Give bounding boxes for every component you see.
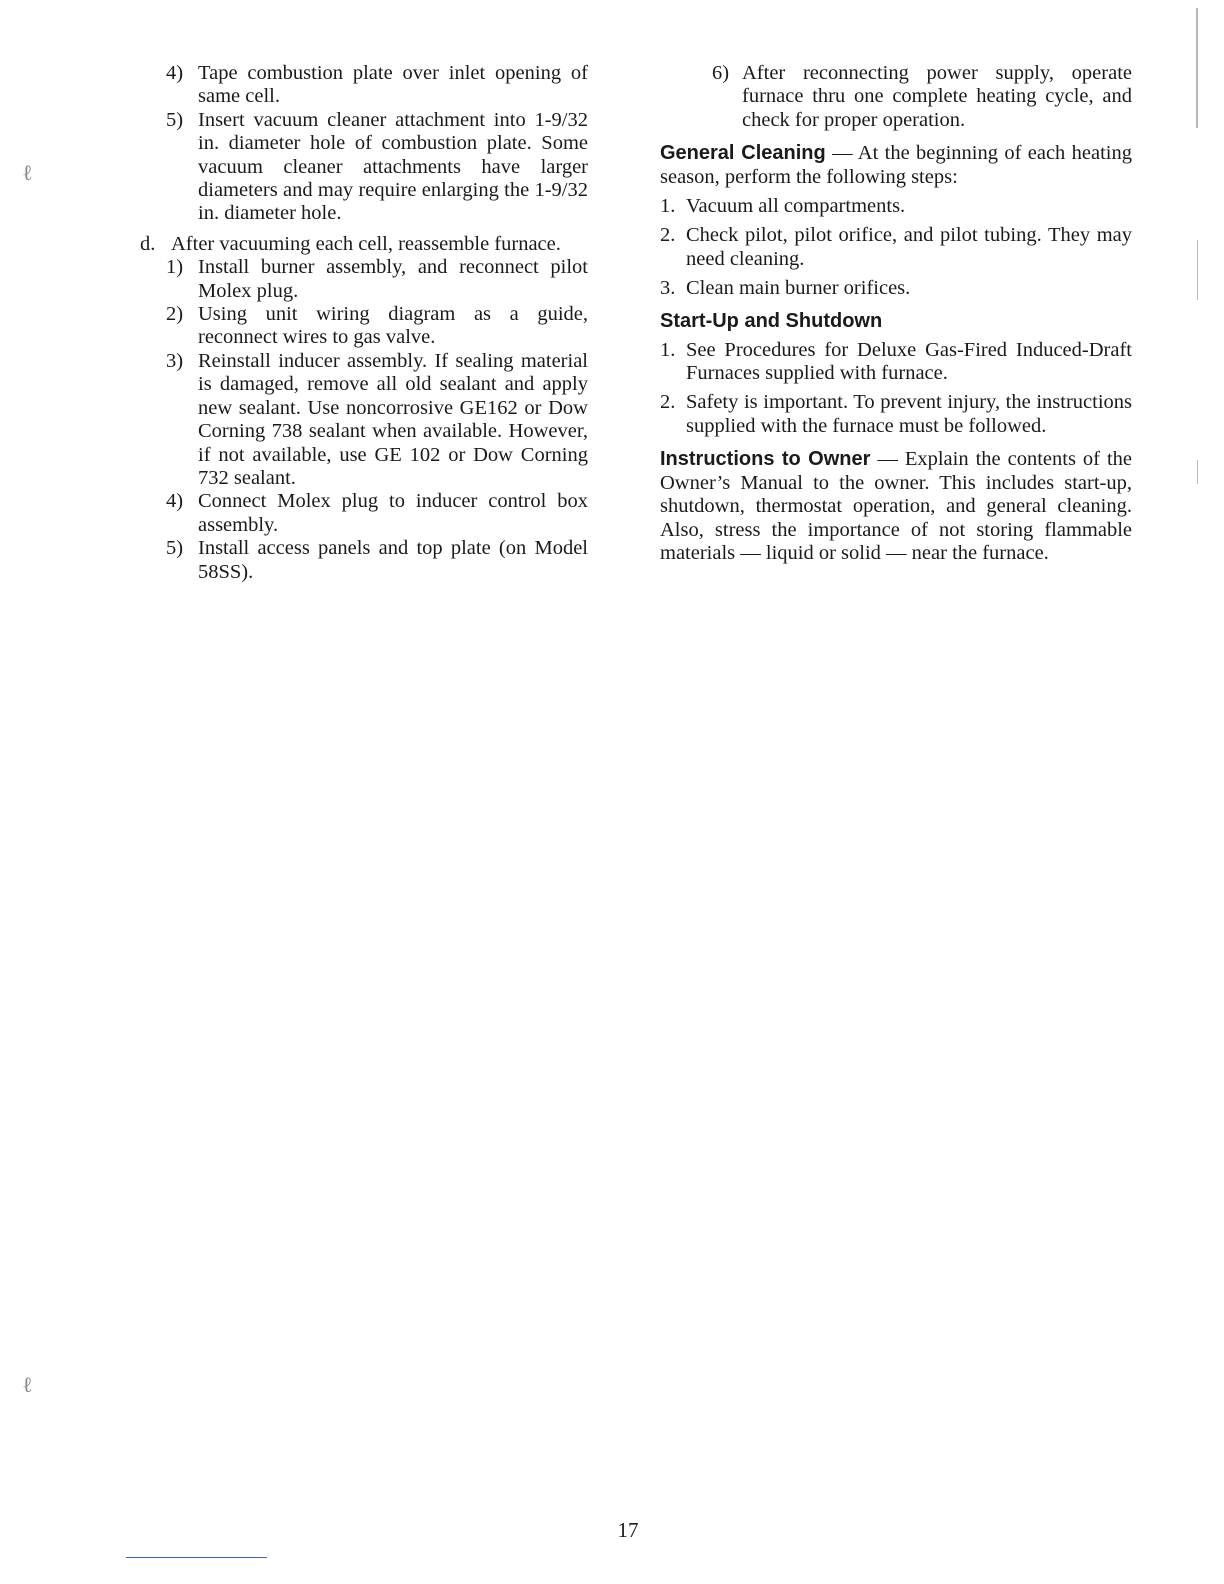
binding-mark-icon: ℓ — [22, 160, 33, 185]
step-c-item-5 — [166, 109, 588, 226]
scan-edge-line — [1197, 460, 1198, 484]
step-d — [140, 233, 588, 256]
binding-mark-icon: ℓ — [22, 1372, 33, 1397]
step-d-item-2 — [166, 303, 588, 350]
page-number: 17 — [617, 1518, 639, 1542]
step-number: 2. — [660, 391, 676, 414]
right-column — [660, 62, 1132, 565]
step-item-6 — [712, 62, 1132, 132]
step-text: Vacuum all compartments. — [686, 195, 906, 218]
general-cleaning-intro: — At the beginning of each heating season, perform the following steps: — [660, 142, 1132, 188]
item-text: Install burner assembly, and reconnect pilot Molex plug. — [198, 256, 588, 302]
item-number: 5) — [166, 537, 184, 560]
step-d-item-5 — [166, 537, 588, 584]
general-cleaning-step-1 — [660, 195, 1132, 218]
step-letter: d. — [140, 232, 156, 255]
general-cleaning-heading: General Cleaning — [660, 142, 826, 165]
item-number: 4) — [166, 62, 184, 84]
startup-shutdown-heading: Start-Up and Shutdown — [660, 309, 883, 332]
step-c-item-4 — [166, 62, 588, 109]
item-number: 5) — [166, 108, 184, 131]
item-text: Insert vacuum cleaner attachment into 1-9/32 in. diameter hole of combustion plate. Some vacuum cleaner attachments have larger diameters and may require enlarging the 1-9/32 in. diameter hole. — [198, 108, 588, 225]
item-text: Using unit wiring diagram as a guide, reconnect wires to gas valve. — [198, 303, 588, 349]
step-number: 3. — [660, 277, 676, 300]
step-d-item-3 — [166, 350, 588, 490]
item-number: 1) — [166, 256, 184, 279]
step-text: After vacuuming each cell, reassemble furnace. — [171, 232, 561, 255]
owner-instructions-text: — Explain the contents of the Owner’s Manual to the owner. This includes start-up, shutdown, thermostat operation, and general cleaning. Also, stress the importance of not storing flammable materials — liquid or solid — near the furnace. — [660, 448, 1132, 564]
item-text: Install access panels and top plate (on Model 58SS). — [198, 537, 588, 583]
owner-instructions-heading: Instructions to Owner — [660, 448, 871, 471]
left-column — [140, 62, 588, 584]
item-number: 4) — [166, 490, 184, 513]
item-number: 2) — [166, 303, 184, 326]
startup-step-1 — [660, 339, 1132, 386]
step-text: Safety is important. To prevent injury, the instructions supplied with the furnace must be followed. — [686, 391, 1132, 437]
owner-instructions-paragraph — [660, 448, 1132, 565]
footer-rule — [126, 1557, 267, 1558]
item-number: 3) — [166, 349, 184, 372]
step-text: See Procedures for Deluxe Gas-Fired Induced-Draft Furnaces supplied with furnace. — [686, 338, 1132, 385]
item-text: Connect Molex plug to inducer control box assembly. — [198, 490, 588, 536]
item-text: Reinstall inducer assembly. If sealing material is damaged, remove all old sealant and apply new sealant. Use noncorrosive GE162 or Dow Corning 738 sealant when available. However, if not available, use GE 102 or Dow Corning 732 sealant. — [198, 349, 588, 489]
general-cleaning-step-2 — [660, 224, 1132, 271]
item-text: Tape combustion plate over inlet opening of same cell. — [198, 62, 588, 108]
step-text: Check pilot, pilot orifice, and pilot tubing. They may need cleaning. — [686, 224, 1132, 270]
startup-step-2 — [660, 391, 1132, 438]
step-d-item-4 — [166, 490, 588, 537]
item-text: After reconnecting power supply, operate furnace thru one complete heating cycle, and check for proper operation. — [742, 62, 1132, 131]
item-number: 6) — [712, 62, 730, 84]
step-d-item-1 — [166, 256, 588, 303]
general-cleaning-paragraph — [660, 142, 1132, 189]
step-number: 2. — [660, 224, 676, 247]
scan-edge-line — [1197, 240, 1198, 300]
general-cleaning-step-3 — [660, 277, 1132, 300]
step-number: 1. — [660, 338, 676, 361]
scan-edge-line — [1196, 8, 1198, 128]
step-text: Clean main burner orifices. — [686, 277, 911, 300]
step-number: 1. — [660, 195, 676, 218]
